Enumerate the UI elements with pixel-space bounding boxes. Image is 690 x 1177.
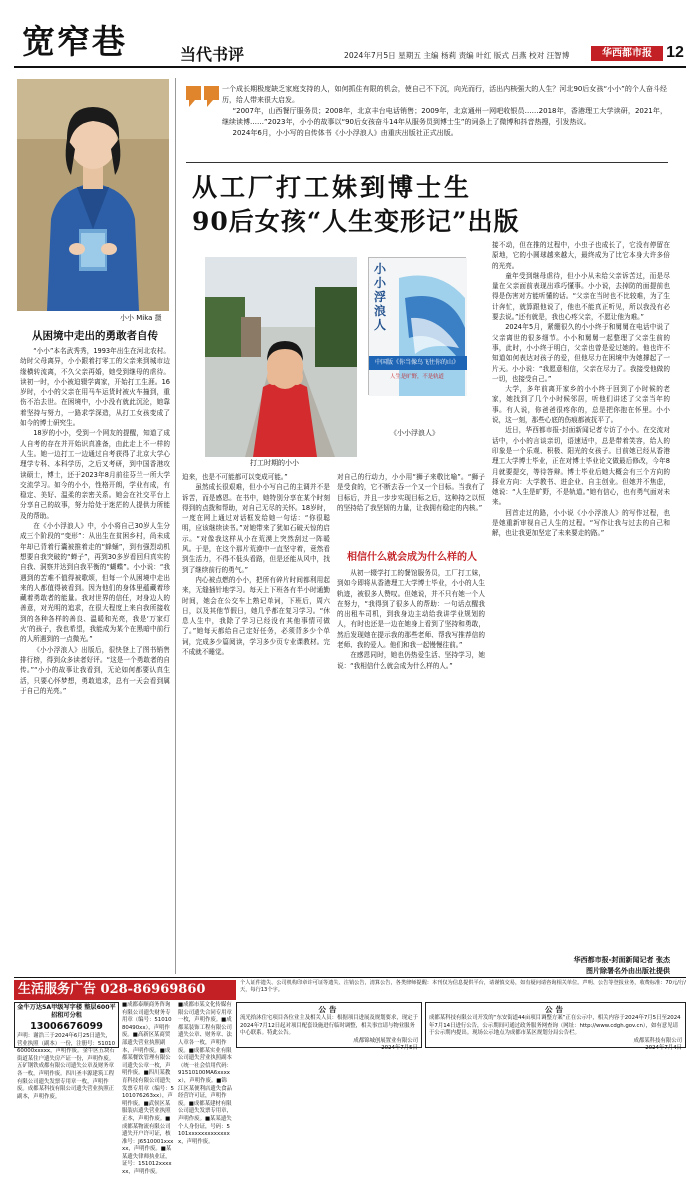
masthead xyxy=(0,0,690,75)
paragraph: 童年受到继母虐待，但小小从未给父亲诉苦过，而是尽量在父亲面前表现出乖巧懂事。小小说，去掉防的面提前也得是伤害对方能听懂的话。“父亲在当时也不比较难，为了生计奔忙，就算跟他说了，他也不能真正听见，所以我没有必要去说。”还有就是，我也心疼父亲，不愿让他为难。” xyxy=(492,271,670,322)
footer-bar-note: 个人证件遗失、公司机构印章许可证等遗失、注销公告，清算公告，各类律师提醒：本刊仅为信息提供平台，请谨慎交易，如有疑问请咨询相关单位。声明、公告等登报业务，收费标准：70元/行/天，每行13个字。 xyxy=(240,980,686,993)
intro-paragraph: 一个成长期极度缺乏家庭支持的人，如何抓住有限的机会，使自己不下沉，向光而行，活出内核强大的人生？河北90后女孩“小小”的个人奋斗经历，给人带来很大启发。 xyxy=(222,85,667,104)
masthead-rule xyxy=(14,66,686,68)
paragraph: 大学，多年前离开家乡的小小终于回到了小时候的老家，她找到了几个小时候邻居，听他们讲述了父亲当年的事。有人说，你爸爸很疼你的，总是把你抱在怀里。小小说，这一刻，那些心底的伤痕都被抚平了。 xyxy=(492,385,670,425)
paragraph: 在感恩同时，她也仍热爱生活、坚持学习，她说：“我相信什么就会成为什么样的人。” xyxy=(337,651,485,670)
notice-box-4 xyxy=(425,1049,426,1050)
paragraph: 在《小小浮浪人》中，小小将自己30岁人生分成三个阶段的“变形”：从出生在贫困乡村，尚未成年却已背着行囊被推着走的“蜂蛹”，到有强烈动机想要自我突破的“蝉子”，再到30多岁看回归真实的自我、洞察并达到自我平衡的“蝴蝶”。小小说：“我遇到的苦难不值得被歌颂，但每一个从困境中走出来的人都值得被看到。因为他们的身体里蕴藏着珍藏着勇敢者的能量。我对世界的信任，对身边人的善意，对光明的追求，在很大程度上来自我所接收到的各种各样的善良、温暖和光亮，我是‘万家灯火’的孩子，我也希望，我能成为某个在黑暗中前行的人所遇到的一点微光。” xyxy=(20,522,170,644)
right-column-body xyxy=(492,240,670,955)
notice-title: 公告 xyxy=(545,1005,566,1014)
quote-mark-icon xyxy=(186,86,220,108)
mid-column-b xyxy=(337,472,485,542)
intro-paragraph: 2024年6月，小小写的自传体书《小小浮浪人》由重庆出版社正式出版。 xyxy=(232,129,458,137)
paragraph: 接不动，但在推的过程中，小虫子也成长了，它没有停留在原地，它的小圆球越来越大，最终成为了比它本身大许多倍的光亮。 xyxy=(492,241,670,270)
column-name: 宽窄巷 xyxy=(22,22,127,61)
date-line: 2024年7月5日 星期五 主编 杨莉 责编 叶红 版式 吕燕 校对 汪智博 xyxy=(344,51,570,60)
left-article-title: 从困境中走出的勇敢者自传 xyxy=(32,330,158,342)
notice-date: 2024年7月4日 xyxy=(645,1045,682,1052)
paragraph: 18岁的小小，受到一个网友的提醒，知道了成人自考的存在并开始识真准备，由此走上不一样的人生。她一边打工一边通过自考获得了北京大学心理学专科、本科学历，之后又考研，到中国香港攻读硕士，博士，还于2023年8月前往芬兰一所大学交流学习。如今的小小，性格开朗，学业有成，有稳定、美好、温柔的亲密关系。她会在社交平台上分享自己的故事，努力给处于迷茫的人提供力所能及的帮助。 xyxy=(20,429,170,520)
footer-top-rule xyxy=(14,977,686,978)
section-name: 当代书评 xyxy=(180,45,245,64)
footer-ad-box xyxy=(14,1002,119,1100)
paragraph: 对自己的行动力，小小用“狮子来敬比喻”。“狮子是受食的，它不断去吞一个又一个目标。当我有了目标后，并且一步步实现目标之后，这种持之以恒的坚持给了我坚韧的力量，让我拥有稳定的内核。” xyxy=(337,473,485,512)
paragraph: “小小”本名武秀秀，1993年出生在河北农村。幼时父母离异，小小跟着打零工的父亲来到城市边缘横转流离，不久父亲再婚，她受到继母的虐待。读初一时，小小被迫辍学离家，开始打工生涯。16岁时，小小的父亲在用马车运货时被火车撞到，重伤不治去世。在困境中，小小没有就此沉沦，她靠着坚持与努力，一路求学深造，从打工女孩变成了如今的博士研究生。 xyxy=(20,347,170,428)
portrait-caption: 小小 Mika 摄 xyxy=(120,314,162,322)
headline-line1: 从工厂打工妹到博士生 xyxy=(192,173,473,202)
page-number: 12 xyxy=(666,44,684,61)
footer-column-3: ■成都市某文化传媒有限公司遗失合同专用章一枚，声明作废。■成都某装饰工程有限公司遗失公章、财务章、法人章各一枚，声明作废。■成都某实业有限公司遗失营业执照副本（统一社会信用代码：91510100MA6xxxxx），声明作废。■锦江区某便利店遗失食品经营许可证，声明作废。■成都某建材有限公司遗失发票专用章，声明作废。■某某遗失个人身份证，号码：5101xxxxxxxxxxxxxx，声明作废。 xyxy=(178,1002,232,1145)
reporter-credit: 华西都市报-封面新闻记者 张杰 xyxy=(573,956,670,964)
headline-line2: 90后女孩“人生变形记”出版 xyxy=(192,207,520,236)
subheading: 相信什么就会成为什么样的人 xyxy=(347,552,477,563)
newspaper-name: 华西都市报 xyxy=(591,46,663,61)
work-photo xyxy=(205,257,357,457)
author-portrait xyxy=(17,79,169,311)
notice-signature: 成都某科技有限公司 xyxy=(633,1037,682,1044)
notice-text: 流光拾沐住宅项目各位业主及相关人员：根据项目进展及规划要求，现定于2024年7月12日起对项目配套设施进行临时调整，相关事宜请与物业服务中心联系。特此公告。 xyxy=(240,1015,418,1037)
notice-box-2 xyxy=(425,1002,686,1052)
paragraph: 近日，华西都市报-封面新闻记者专访了小小。在交流对话中，小小的言谈亲切，语速适中，总是带着笑容，给人的印象是一个乐观、积极、阳光的女孩子。目前她已经从香港理工大学博士毕业，正在对博士毕业论文做最后修改，今年8月就要提交，等待答辩。博士毕业后她大概会有三个方向的择业方向：大学教书、进企业、自主创业。但她并不焦虑，她说：“人生是旷野，不是轨道。”她有信心，也有勇气面对未来。 xyxy=(492,426,670,507)
image-credit: 图片除署名外由出版社提供 xyxy=(586,967,670,975)
column-divider xyxy=(175,78,176,974)
mid-column-c xyxy=(337,568,485,974)
paragraph: 虽然成长很艰难，但小小写自己的主调并不是诉苦，而是感恩。在书中，她特别分享在某个时刻得到的点拨和帮助，对自己无尽的关怀。18岁时，一度在网上通过对话框发给她一句话：“你很聪明，应该继续读书。”对她带来了犹如石破天惊的启示。“对像我这样从小在荒漠上突然刮过一阵暖风。于是，在这个那片荒漠中一直坚守着，竟然看到生活力，不得不低头看路，但是还能从风中，找到了继续前行的勇气。” xyxy=(182,483,330,574)
book-tagline: 人生是旷野，不是轨道 xyxy=(390,374,444,380)
notice-title xyxy=(425,1049,426,1050)
notice-title: 公告 xyxy=(318,1005,340,1014)
book-caption: 《小小浮浪人》 xyxy=(390,429,439,437)
ad-body: 声明：谢浩三于2024年6月25日遗失，营业执照（副本）一份，注册号：5101060000xxxxx，声明作废。金牛区五块石街道某住户遗失房产证一份，声明作废。五矿钢铁成都有限公司遗失公章及财务章各一枚，声明作废。四川圣丰源建筑工程有限公司遗失发票专用章一枚，声明作废。成都某科技有限公司遗失营业执照正副本，声明作废。 xyxy=(17,1033,116,1100)
footer-bar-title: 生活服务广告 028-86969860 xyxy=(14,980,236,1000)
book-title: 小小浮浪人 xyxy=(374,262,387,332)
left-article-body xyxy=(20,346,170,972)
intro-paragraph: “2007年，山西餐厅服务员；2008年，北京丰台电话销售；2009年，北京通州一网吧收银员……2018年，香港理工大学读研，2021年，继续读博……”2023年，小小的故事以“90后女孩奋斗14年从服务员到博士生”的词条上了微博和抖音热搜，引发热议。 xyxy=(222,107,667,126)
ad-title: 金牛万达5A甲级写字楼 整层600平招租可分租 xyxy=(17,1004,116,1019)
photo-caption: 打工时期的小小 xyxy=(250,459,299,467)
notice-title xyxy=(236,1049,237,1050)
paragraph: 内心被点燃的小小，把所有碎片时间都利用起来，无缝插针地学习。每天上下班各有半小时通勤时间，她会在公交车上熟记单词，下班后，周六日，以及其他节假日，她几乎都在复习学习。“休息人生中，我除了学习已经没有其他事情可做了。”她每天都给自己定好任务，必须背多少个单词，完成多少篇阅读，学习多少页专业课教材。完不成就不睡觉。 xyxy=(182,575,330,657)
notice-box-1 xyxy=(236,1002,422,1052)
footer-column-2: ■成都泰顺商务咨询有限公司遗失财务专用章（编号：5101080490xx），声明作废。■高新区某商贸部遗失营业执照副本，声明作废。■成都某餐饮管理有限公司遗失公章一枚，声明作废。■四川某教育科技有限公司遗失发票专用章（编号：5101076263xx），声明作废。■武侯区某服装店遗失营业执照正本，声明作废。■成都某物流有限公司遗失开户许可证，核准号：J6510001xxxxx，声明作废。■某某遗失律师执业证，证号：151012xxxxxx，声明作废。 xyxy=(122,1002,174,1176)
paragraph: 从初一辍学打工的餐馆服务员，工厂打工妹，到如今即将从香港理工大学博士毕业，小小的人生轨迹，被很多人赞叹。但她说，并不只有她一个人在努力，“我得到了很多人的帮助：一句话点醒我的出租车司机，到我身边主动给我讲学业规划的人，有时也还是一边在她身上看到了坚持和勇敢，然后发现她在提示我的那些老师、帮我写推荐信的老师、我的爱人。他们和我一起慢慢往前。” xyxy=(337,569,485,650)
paragraph: 迫来，也是不可能都可以变成可能。” xyxy=(182,473,288,481)
notice-signature: 成都锦城创展置业有限公司 xyxy=(353,1037,418,1044)
paragraph: 《小小浮浪人》出版后，很快登上了图书销售排行榜，得到众多读者好评。“这是一个勇敢者的自传。”“小小的故事让我看到，无论如何都要认真生活，只要心怀梦想，勇敢追求，总有一天会看到属于自己的光亮。” xyxy=(20,645,170,695)
ad-phone: 13006676099 xyxy=(30,1021,103,1032)
intro-rule xyxy=(186,162,668,163)
paragraph: 回首走过的路，小小说《小小浮浪人》的写作过程，也是她重新审视自己人生的过程。“写作让我与过去的自己和解，也让我更加坚定了未来要走的路。” xyxy=(492,508,670,538)
notice-date: 2024年7月5日 xyxy=(381,1045,418,1052)
intro-block xyxy=(222,84,667,139)
portrait-illustration xyxy=(17,79,169,311)
mid-column-a xyxy=(182,472,330,974)
notice-text: 成都某科技有限公司开发的“东安街道44亩项目调整方案”正在公示中，相关内容于2024年7月5日至2024年7月14日进行公告，公示期间可通过政务服务网查询（网址：http://www.cdgh.gov.cn），如有意见请于公示期内提出。现场公示地点为成都市某区规划分局公告栏。 xyxy=(429,1015,681,1037)
paragraph: 2024年5月，紧绷很久的小小终于和舅舅在电话中说了父亲离世的很多细节。小小和舅舅一起整理了父亲生前的事，此时，小小终于明白，父亲也曾是爱过她的。他也许不知道如何表达对孩子的爱，但他尽力在困境中为她撑起了一片天。小小说：“我愿意相信，父亲在尽力了。我接受他做的一切，也接受自己。” xyxy=(492,323,670,383)
book-publisher-band: 中国版《你当像鸟飞往你的山》 xyxy=(374,359,459,366)
notice-box-3 xyxy=(236,1049,237,1050)
